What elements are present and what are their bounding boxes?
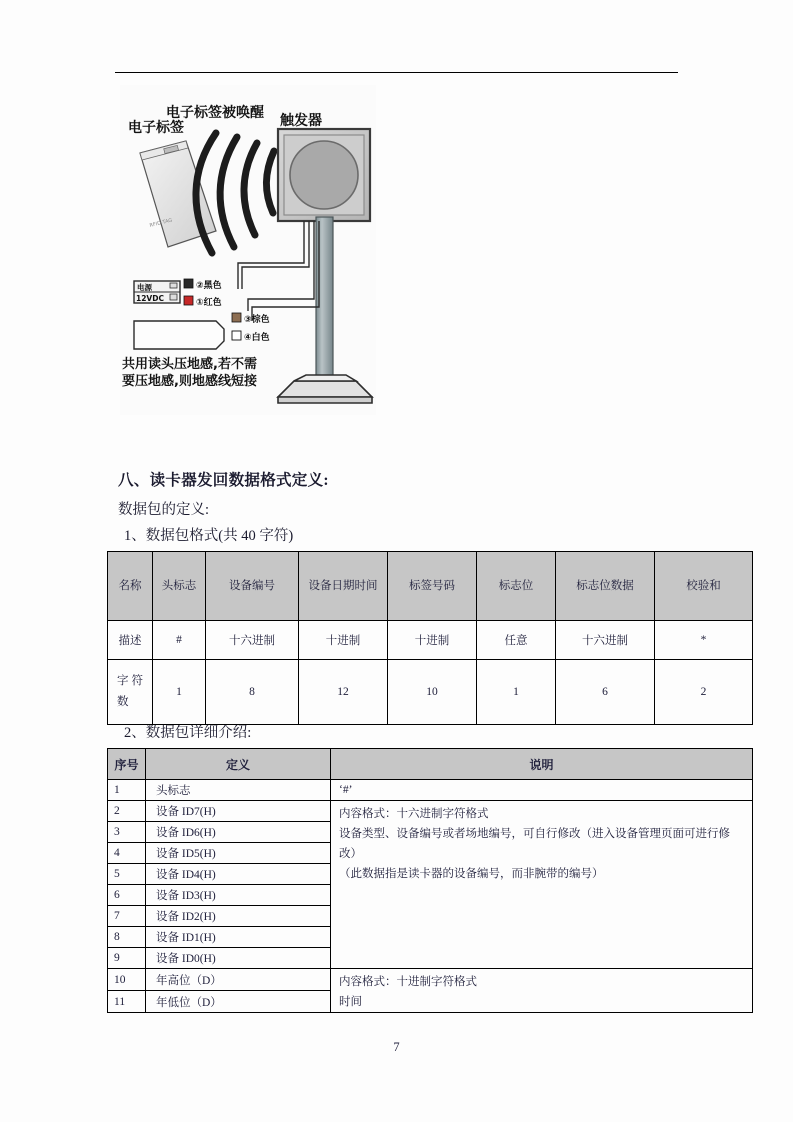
svg-text:②黑色: ②黑色: [196, 281, 222, 291]
cell-definition: 年高位（D）: [146, 969, 331, 991]
section-intro: 数据包的定义:: [118, 502, 210, 518]
cell-sequence: 4: [108, 843, 146, 864]
col-header-tag-no: 标签号码: [388, 552, 477, 621]
table-row: [108, 621, 753, 660]
cell-definition: 设备 ID5(H): [146, 843, 331, 864]
cell-sequence: 8: [108, 927, 146, 948]
subsection-1-title: 1、数据包格式(共 40 字符): [124, 528, 294, 544]
cell-definition: 设备 ID7(H): [146, 801, 331, 822]
col-header-datetime: 设备日期时间: [299, 552, 388, 621]
note-line: 内容格式：十六进制字符格式: [339, 808, 489, 820]
reader-trigger-wiring-diagram: [120, 85, 376, 415]
svg-text:RFID TAG: RFID TAG: [149, 217, 173, 229]
cell: 十进制: [299, 621, 388, 660]
table-row: [108, 660, 753, 725]
col-header-note: 说明: [331, 749, 753, 780]
header-rule: [115, 72, 678, 73]
col-header-definition: 定义: [146, 749, 331, 780]
cell-definition: 设备 ID4(H): [146, 864, 331, 885]
cell: 1: [477, 660, 556, 725]
col-header-checksum: 校验和: [655, 552, 753, 621]
note-line: 设备类型、设备编号或者场地编号，可自行修改（进入设备管理页面可进行修: [339, 828, 730, 840]
cell-sequence: 5: [108, 864, 146, 885]
svg-text:③棕色: ③棕色: [244, 315, 270, 325]
cell-definition: 设备 ID3(H): [146, 885, 331, 906]
cell-sequence: 1: [108, 780, 146, 801]
cell-sequence: 9: [108, 948, 146, 969]
cell-sequence: 6: [108, 885, 146, 906]
cell: 2: [655, 660, 753, 725]
note-line: 内容格式：十进制字符格式: [339, 976, 477, 988]
cell-note-head-flag: ‘#’: [331, 780, 753, 801]
cell: 6: [556, 660, 655, 725]
cell: 8: [206, 660, 299, 725]
svg-text:共用读头压地感,若不需: 共用读头压地感,若不需: [122, 357, 257, 372]
cell-definition: 设备 ID1(H): [146, 927, 331, 948]
cell: 十六进制: [206, 621, 299, 660]
section-heading: 八、读卡器发回数据格式定义:: [118, 472, 329, 489]
cell-definition: 设备 ID0(H): [146, 948, 331, 969]
table-header-row: [108, 552, 753, 621]
cell-sequence: 3: [108, 822, 146, 843]
cell: 10: [388, 660, 477, 725]
cell-sequence: 7: [108, 906, 146, 927]
cell-definition: 年低位（D）: [146, 991, 331, 1013]
col-header-name: 名称: [108, 552, 153, 621]
cell-sequence: 2: [108, 801, 146, 822]
svg-text:④白色: ④白色: [244, 333, 270, 343]
table-row: [108, 969, 753, 991]
packet-detail-table: [107, 748, 753, 1013]
svg-text:电源: 电源: [137, 283, 152, 292]
cell-note-year: [331, 969, 753, 1013]
svg-text:12VDC: 12VDC: [136, 294, 164, 303]
cell-note-device-id: [331, 801, 753, 969]
col-header-head-flag: 头标志: [153, 552, 206, 621]
cell: 十六进制: [556, 621, 655, 660]
cell-definition: 设备 ID6(H): [146, 822, 331, 843]
cell: 任意: [477, 621, 556, 660]
svg-text:电子标签: 电子标签: [128, 120, 184, 136]
svg-text:触发器: 触发器: [280, 113, 322, 129]
cell: *: [655, 621, 753, 660]
note-line: 改）: [339, 848, 362, 860]
col-header-flag-data: 标志位数据: [556, 552, 655, 621]
svg-text:电子标签被唤醒: 电子标签被唤醒: [166, 105, 264, 121]
row-label-char-count: 字 符 数: [108, 660, 153, 725]
page-number: 7: [393, 1040, 400, 1054]
svg-text:①红色: ①红色: [196, 298, 222, 308]
cell-sequence: 11: [108, 991, 146, 1013]
note-line: （此数据指是读卡器的设备编号，而非腕带的编号）: [339, 868, 604, 880]
cell: 12: [299, 660, 388, 725]
packet-format-table: [107, 551, 753, 725]
note-line: 时间: [339, 996, 362, 1008]
col-header-device-id: 设备编号: [206, 552, 299, 621]
cell-sequence: 10: [108, 969, 146, 991]
svg-text:要压地感,则地感线短接: 要压地感,则地感线短接: [122, 374, 257, 389]
row-label-description: 描述: [108, 621, 153, 660]
cell: #: [153, 621, 206, 660]
cell: 1: [153, 660, 206, 725]
table-row: [108, 801, 753, 822]
col-header-sequence: 序号: [108, 749, 146, 780]
table-row: [108, 780, 753, 801]
cell-definition: 头标志: [146, 780, 331, 801]
table-header-row: [108, 749, 753, 780]
subsection-2-title: 2、数据包详细介绍:: [124, 725, 252, 741]
cell: 十进制: [388, 621, 477, 660]
cell-definition: 设备 ID2(H): [146, 906, 331, 927]
col-header-flag-bit: 标志位: [477, 552, 556, 621]
